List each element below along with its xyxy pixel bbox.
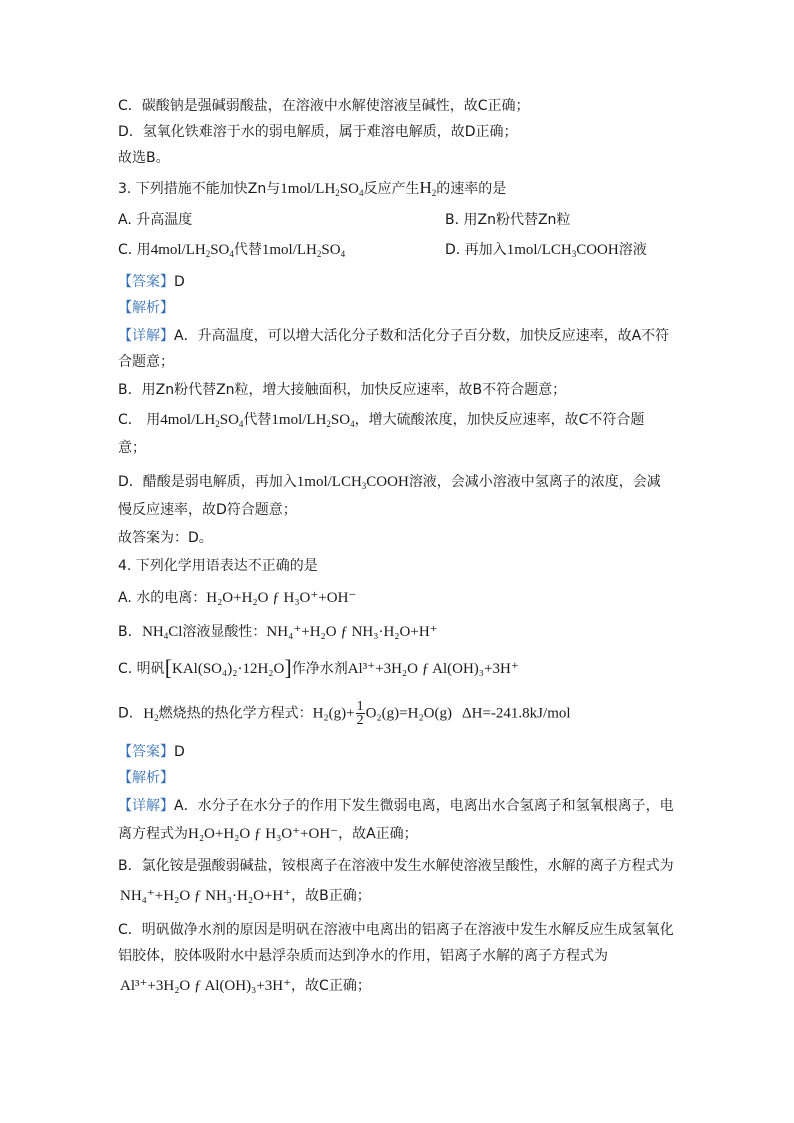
analysis-3-tag: 【解析】 bbox=[118, 300, 174, 316]
option-4a: A. 水的电离：H₂O+H₂O ƒ H₃O⁺+OH⁻ bbox=[118, 590, 357, 606]
option-3c: C. 用$4mol/LH_2SO_4$代替$1mol/LH_2SO_4$ bbox=[118, 242, 346, 259]
option-3d: D. 再加入$1mol/LCH_3COOH$溶液 bbox=[445, 242, 647, 259]
explain-3a-line2: 合题意； bbox=[118, 354, 174, 370]
explain-4a-line1: 【详解】A．水分子在水分子的作用下发生微弱电离，电离出水合氢离子和氢氧根离子，电 bbox=[118, 798, 674, 814]
explain-4c-line3: Al³⁺+3H₂O ƒ Al(OH)₃+3H⁺，故C正确； bbox=[120, 978, 371, 994]
explain-4b-line2: NH₄⁺+H₂O ƒ NH₃·H₂O+H⁺，故B正确； bbox=[120, 888, 371, 904]
explain-3-end: 故答案为：D。 bbox=[118, 530, 213, 546]
line-c-sodium-carbonate: C．碳酸钠是强碱弱酸盐，在溶液中水解使溶液呈碱性，故C正确； bbox=[118, 98, 530, 114]
option-4d: D. $H_2$燃烧热的热化学方程式：H₂(g)+ $\frac{1}{2}$ O₂(g)=H₂O(g) ΔH=-241.8kJ/mol bbox=[118, 699, 571, 728]
explain-3c-line1: C． 用$4mol/LH_2SO_4$代替$1mol/LH_2SO_4$，增大硫酸浓度，加快反应速率，故C不符合题 bbox=[118, 412, 645, 429]
answer-4: 【答案】D bbox=[118, 744, 185, 760]
option-3b: B. 用Zn粉代替Zn粒 bbox=[445, 212, 571, 228]
explain-3d-line2: 慢反应速率，故D符合题意； bbox=[118, 502, 297, 518]
explain-3a-line1: 【详解】A．升高温度，可以增大活化分子数和活化分子百分数，加快反应速率，故A不符 bbox=[118, 328, 670, 344]
explain-3c-line2: 意； bbox=[118, 440, 146, 456]
line-d-iron-hydroxide: D．氢氧化铁难溶于水的弱电解质，属于难溶电解质，故D正确； bbox=[118, 124, 518, 140]
explain-3b: B．用Zn粉代替Zn粒，增大接触面积，加快反应速率，故B不符合题意； bbox=[118, 382, 567, 398]
question-4: 4. 下列化学用语表达不正确的是 bbox=[118, 558, 318, 574]
explain-4c-line2: 铝胶体，胶体吸附水中悬浮杂质而达到净水的作用，铝离子水解的离子方程式为 bbox=[118, 948, 608, 964]
analysis-4-tag: 【解析】 bbox=[118, 770, 174, 786]
option-3a: A. 升高温度 bbox=[118, 212, 193, 228]
option-4b: B. $NH_4Cl$溶液显酸性：NH₄⁺+H₂O ƒ NH₃·H₂O+H⁺ bbox=[118, 624, 438, 641]
line-choose-b: 故选B。 bbox=[118, 150, 170, 166]
explain-4a-line2: 离方程式为H₂O+H₂O ƒ H₃O⁺+OH⁻，故A正确； bbox=[118, 826, 418, 842]
question-3: 3. 下列措施不能加快Zn与$1mol/LH_2SO_4$反应产生$H_2$的速率的是 bbox=[118, 178, 507, 198]
answer-3: 【答案】D bbox=[118, 274, 185, 290]
explain-3d-line1: D．醋酸是弱电解质，再加入$1mol/LCH_3COOH$溶液，会减小溶液中氢离子的浓度，会减 bbox=[118, 474, 661, 491]
option-4c: C. 明矾[KAl(SO₄)₂·12H₂O]作净水剂Al³⁺+3H₂O ƒ Al(OH)₃+3H⁺ bbox=[118, 655, 519, 680]
fraction-half: $\frac{1}{2}$ bbox=[356, 699, 364, 728]
explain-4c-line1: C．明矾做净水剂的原因是明矾在溶液中电离出的铝离子在溶液中发生水解反应生成氢氧化 bbox=[118, 922, 674, 938]
explain-4b-line1: B．氯化铵是强酸弱碱盐，铵根离子在溶液中发生水解使溶液呈酸性，水解的离子方程式为 bbox=[118, 858, 674, 874]
